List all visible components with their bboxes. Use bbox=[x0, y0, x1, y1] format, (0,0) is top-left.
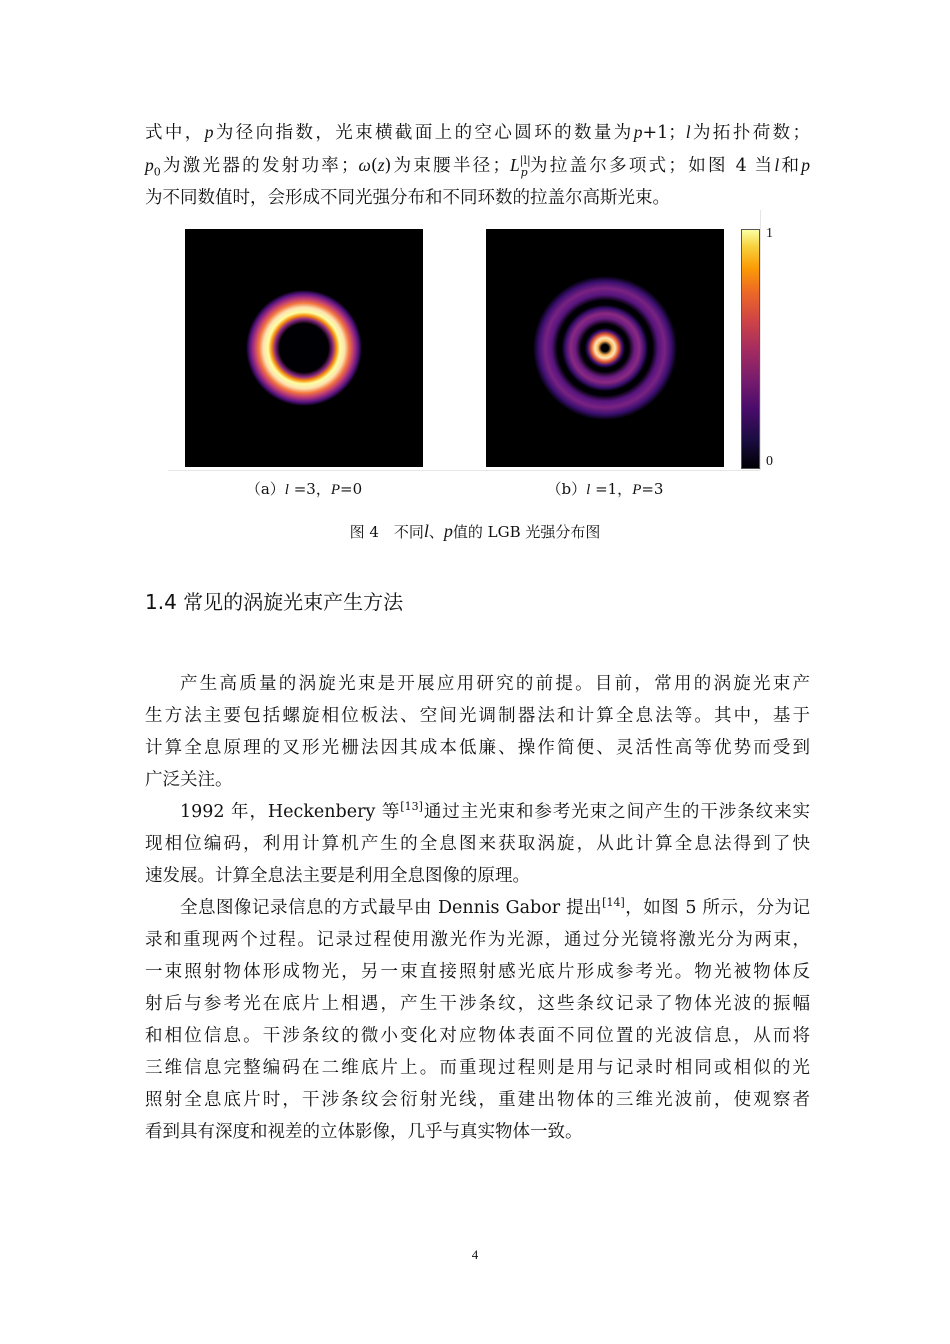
citation-13: [13] bbox=[400, 800, 423, 814]
figure-bottom-rule bbox=[168, 470, 760, 471]
p3-line-6: 三维信息完整编码在二维底片上。而重现过程则是用与记录时相同或相似的光 bbox=[145, 1058, 810, 1078]
p3-line-8: 看到具有深度和视差的立体影像，几乎与真实物体一致。 bbox=[145, 1122, 583, 1142]
p2-line-3: 速发展。计算全息法主要是利用全息图像的原理。 bbox=[145, 866, 530, 886]
paragraph-1 bbox=[145, 668, 810, 796]
p1-line-1: 产生高质量的涡旋光束是开展应用研究的前提。目前，常用的涡旋光束产 bbox=[180, 674, 810, 694]
figure-title: 图 4 不同l、p值的 LGB 光强分布图 bbox=[349, 521, 601, 541]
intro-paragraph bbox=[145, 116, 810, 214]
panel-a-caption: （a）l =3，P=0 bbox=[245, 480, 363, 498]
panel-a-intensity-map bbox=[185, 229, 423, 467]
p3-line-3: 一束照射物体形成物光，另一束直接照射感光底片形成参考光。物光被物体反 bbox=[145, 962, 810, 982]
p1-line-3: 计算全息原理的叉形光栅法因其成本低廉、操作简便、灵活性高等优势而受到 bbox=[145, 738, 810, 758]
p2-line-1: 1992 年，Heckenbery 等[13]通过主光束和参考光束之间产生的干涉条纹来实 bbox=[180, 800, 811, 822]
figure-right-rule bbox=[760, 210, 761, 470]
colorbar-max-label: 1 bbox=[766, 226, 773, 241]
panel-b-caption: （b）l =1，P=3 bbox=[546, 480, 664, 498]
paragraph-2 bbox=[145, 796, 810, 892]
p3-line-5: 和相位信息。干涉条纹的微小变化对应物体表面不同位置的光波信息，从而将 bbox=[145, 1026, 810, 1046]
page-number: 4 bbox=[471, 1247, 479, 1262]
p3-line-2: 录和重现两个过程。记录过程使用激光作为光源，通过分光镜将激光分为两束， bbox=[145, 930, 810, 950]
paragraph-3 bbox=[145, 892, 810, 1148]
intro-line-1: 式中，p为径向指数，光束横截面上的空心圆环的数量为p+1；l为拓扑荷数； bbox=[145, 122, 811, 143]
p3-line-4: 射后与参考光在底片上相遇，产生干涉条纹，这些条纹记录了物体光波的振幅 bbox=[145, 994, 810, 1014]
p3-line-7: 照射全息底片时，干涉条纹会衍射光线，重建出物体的三维光波前，使观察者 bbox=[145, 1090, 810, 1110]
panel-b-intensity-map bbox=[486, 229, 724, 467]
colorbar-min-label: 0 bbox=[766, 454, 773, 469]
citation-14: [14] bbox=[602, 896, 625, 910]
p3-line-1: 全息图像记录信息的方式最早由 Dennis Gabor 提出[14]，如图 5 所示，分为记 bbox=[180, 896, 810, 918]
intro-line-3: 为不同数值时，会形成不同光强分布和不同环数的拉盖尔高斯光束。 bbox=[145, 188, 670, 208]
panel-b-ring-image bbox=[486, 229, 724, 467]
p2-line-2: 现相位编码，利用计算机产生的全息图来获取涡旋，从此计算全息法得到了快 bbox=[145, 834, 810, 854]
intro-line-2: $p_0$为激光器的发射功率；ω(z)为束腰半径；$L^{|l|}_p$为拉盖尔多项式；如图 4 当l和p bbox=[145, 154, 811, 179]
p1-line-2: 生方法主要包括螺旋相位板法、空间光调制器法和计算全息法等。其中，基于 bbox=[145, 706, 810, 726]
section-heading: 1.4 常见的涡旋光束产生方法 bbox=[145, 590, 404, 614]
p1-line-4: 广泛关注。 bbox=[145, 770, 233, 790]
panel-a-ring-image bbox=[185, 229, 423, 467]
colorbar bbox=[741, 229, 760, 469]
